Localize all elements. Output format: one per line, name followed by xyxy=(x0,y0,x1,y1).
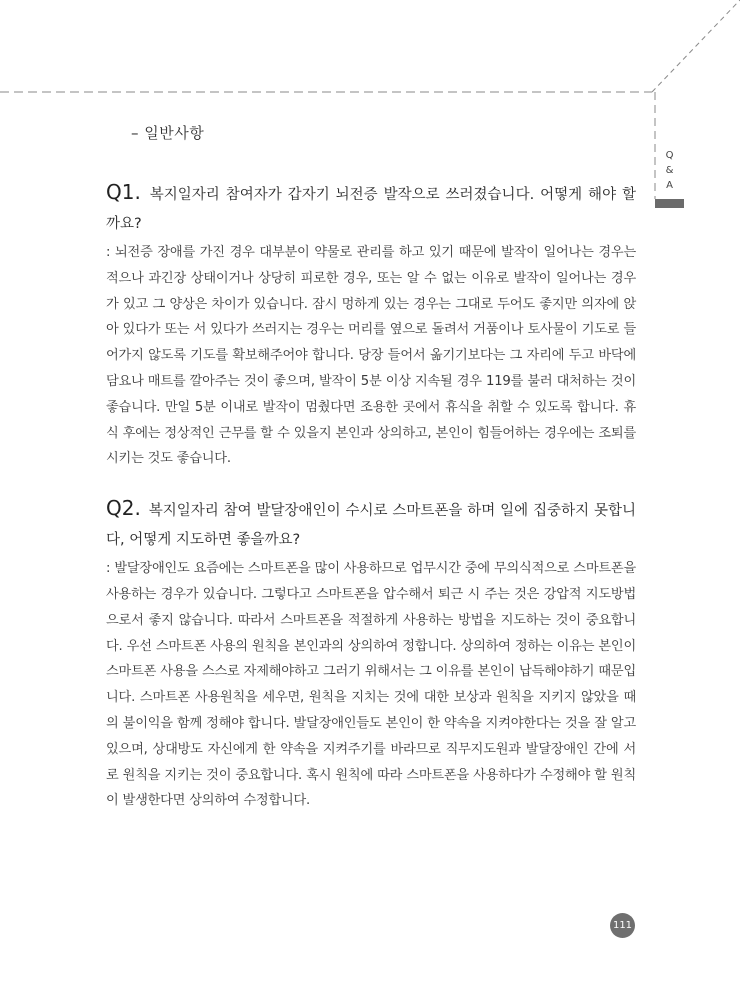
question-number: Q2. xyxy=(106,496,141,521)
question-text: 복지일자리 참여자가 갑자기 뇌전증 발작으로 쓰러졌습니다. 어떻게 해야 할까요? xyxy=(106,187,637,232)
question-1 xyxy=(106,178,636,239)
qa-tab-letter: & xyxy=(665,165,674,176)
qa-side-tab xyxy=(655,148,684,193)
answer-1: : 뇌전증 장애를 가진 경우 대부분이 약물로 관리를 하고 있기 때문에 발작이 일어나는 경우는 적으나 과긴장 상태이거나 상당히 피로한 경우, 또는 알 수 없는 이유로 발작이 일어나는 경우가 있고 그 양상은 차이가 있습니다. 잠시 멍하게 있는 경우는 그대로 두어도 좋지만 의자에 앉아 있다가 또는 서 있다가 쓰러지는 경우는 머리를 옆으로 돌려서 거품이나 토사물이 기도로 들어가지 않도록 기도를 확보해주어야 합니다. 당장 들어서 옮기기보다는 그 자리에 두고 바닥에 담요나 매트를 깔아주는 것이 좋으며, 발작이 5분 이상 지속될 경우 119를 불러 대처하는 것이 좋습니다. 만일 5분 이내로 발작이 멈췄다면 조용한 곳에서 휴식을 취할 수 있도록 합니다. 휴식 후에는 정상적인 근무를 할 수 있을지 본인과 상의하고, 본인이 힘들어하는 경우에는 조퇴를 시키는 것도 좋습니다. xyxy=(106,245,636,467)
qa-tab-letter: Q xyxy=(665,150,674,161)
page-number-badge: 111 xyxy=(610,913,635,938)
qa-item-1 xyxy=(106,178,636,472)
qa-tab-letter: A xyxy=(666,180,673,191)
question-text: 복지일자리 참여 발달장애인이 수시로 스마트폰을 하며 일에 집중하지 못합니다, 어떻게 지도하면 좋을까요? xyxy=(106,503,636,549)
question-number: Q1. xyxy=(106,180,141,204)
section-title: – 일반사항 xyxy=(131,124,205,142)
question-2 xyxy=(106,494,636,555)
qa-item-2 xyxy=(106,494,636,814)
qa-tab-bar xyxy=(655,199,684,208)
spacer xyxy=(106,472,636,494)
qa-content xyxy=(106,178,636,814)
dashed-diagonal-line xyxy=(652,0,740,92)
answer-2: : 발달장애인도 요즘에는 스마트폰을 많이 사용하므로 업무시간 중에 무의식적으로 스마트폰을 사용하는 경우가 있습니다. 그렇다고 스마트폰을 압수해서 퇴근 시 주는 것은 강압적 지도방법으로서 좋지 않습니다. 따라서 스마트폰을 적절하게 사용하는 방법을 지도하는 것이 중요합니다. 우선 스마트폰 사용의 원칙을 본인과의 상의하여 정합니다. 상의하여 정하는 이유는 본인이 스마트폰 사용을 스스로 자제해야하고 그러기 위해서는 그 이유를 본인이 납득해야하기 때문입니다. 스마트폰 사용원칙을 세우면, 원칙을 지치는 것에 대한 보상과 원칙을 지키지 않았을 때의 불이익을 함께 정해야 합니다. 발달장애인들도 본인이 한 약속을 지켜야한다는 것을 잘 알고 있으며, 상대방도 자신에게 한 약속을 지켜주기를 바라므로 직무지도원과 발달장애인 간에 서로 원칙을 지키는 것이 중요합니다. 혹시 원칙에 따라 스마트폰을 사용하다가 수정해야 할 원칙이 발생한다면 상의하여 수정합니다. xyxy=(106,561,636,809)
